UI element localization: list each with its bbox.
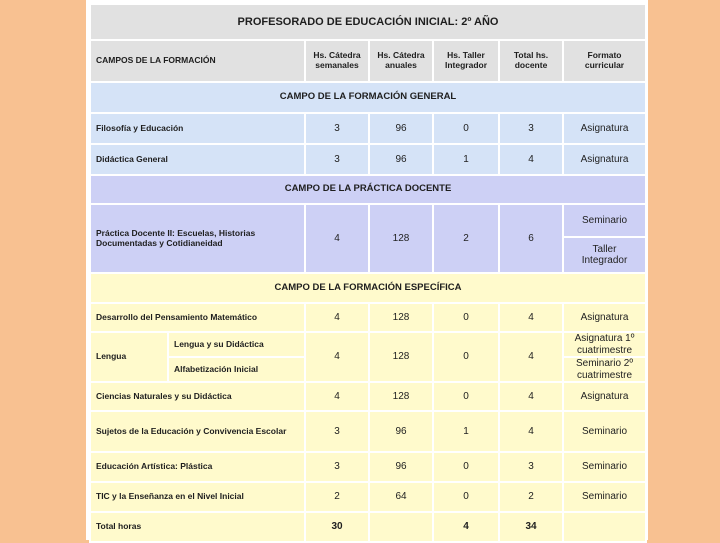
cell-formato: Seminario — [563, 411, 646, 452]
cell-total: 6 — [499, 204, 563, 273]
cell-taller: 0 — [433, 482, 499, 512]
row-name: TIC y la Enseñanza en el Nivel Inicial — [90, 482, 305, 512]
table-row — [90, 144, 646, 175]
cell-total: 2 — [499, 482, 563, 512]
cell-total: 4 — [499, 411, 563, 452]
cell-sem: 4 — [305, 382, 369, 411]
table-row — [90, 204, 646, 237]
totals-label: Total horas — [90, 512, 305, 542]
cell-anu: 128 — [369, 204, 433, 273]
curriculum-sheet — [86, 0, 648, 540]
section-practica: CAMPO DE LA PRÁCTICA DOCENTE — [90, 175, 646, 204]
cell-anu: 128 — [369, 332, 433, 382]
cell-taller: 0 — [433, 452, 499, 482]
header-row — [90, 40, 646, 82]
cell-formato-1: Asignatura 1º cuatrimestre — [563, 332, 646, 357]
table-row — [90, 382, 646, 411]
totals-row — [90, 512, 646, 542]
cell-sem: 4 — [305, 303, 369, 332]
cell-total: 4 — [499, 144, 563, 175]
cell-sem: 3 — [305, 452, 369, 482]
cell-sem: 4 — [305, 204, 369, 273]
total-total: 34 — [499, 512, 563, 542]
table-row — [90, 113, 646, 144]
table-row — [90, 411, 646, 452]
cell-anu: 96 — [369, 411, 433, 452]
row-name: Sujetos de la Educación y Convivencia Escolar — [90, 411, 305, 452]
header-taller: Hs. Taller Integrador — [433, 40, 499, 82]
cell-formato: Seminario — [563, 482, 646, 512]
cell-anu: 64 — [369, 482, 433, 512]
header-hs-anuales: Hs. Cátedra anuales — [369, 40, 433, 82]
cell-anu: 96 — [369, 452, 433, 482]
row-name: Filosofía y Educación — [90, 113, 305, 144]
cell-taller: 1 — [433, 144, 499, 175]
header-campos: CAMPOS DE LA FORMACIÓN — [90, 40, 305, 82]
cell-sem: 3 — [305, 144, 369, 175]
row-name: Práctica Docente II: Escuelas, Historias Documentadas y Cotidianeidad — [90, 204, 305, 273]
total-formato — [563, 512, 646, 542]
cell-formato-seminario: Seminario — [563, 204, 646, 237]
cell-taller: 0 — [433, 332, 499, 382]
row-name: Didáctica General — [90, 144, 305, 175]
cell-formato: Asignatura — [563, 382, 646, 411]
cell-anu: 96 — [369, 113, 433, 144]
cell-taller: 0 — [433, 382, 499, 411]
cell-sem: 2 — [305, 482, 369, 512]
row-name: Ciencias Naturales y su Didáctica — [90, 382, 305, 411]
total-taller: 4 — [433, 512, 499, 542]
cell-anu: 128 — [369, 303, 433, 332]
row-name: Educación Artística: Plástica — [90, 452, 305, 482]
section-general: CAMPO DE LA FORMACIÓN GENERAL — [90, 82, 646, 113]
header-total: Total hs. docente — [499, 40, 563, 82]
cell-formato: Seminario — [563, 452, 646, 482]
row-subname: Alfabetización Inicial — [168, 357, 305, 382]
table-row — [90, 332, 646, 357]
cell-formato: Asignatura — [563, 303, 646, 332]
page-title: PROFESORADO DE EDUCACIÓN INICIAL: 2º AÑO — [90, 4, 646, 40]
cell-formato: Asignatura — [563, 144, 646, 175]
cell-formato: Asignatura — [563, 113, 646, 144]
row-name: Desarrollo del Pensamiento Matemático — [90, 303, 305, 332]
cell-anu: 96 — [369, 144, 433, 175]
table-row — [90, 303, 646, 332]
table-row — [90, 452, 646, 482]
header-formato: Formato curricular — [563, 40, 646, 82]
section-especifica: CAMPO DE LA FORMACIÓN ESPECÍFICA — [90, 273, 646, 303]
total-anu — [369, 512, 433, 542]
table-row — [90, 482, 646, 512]
cell-taller: 2 — [433, 204, 499, 273]
cell-taller: 0 — [433, 113, 499, 144]
cell-total: 3 — [499, 113, 563, 144]
row-subname: Lengua y su Didáctica — [168, 332, 305, 357]
cell-total: 3 — [499, 452, 563, 482]
curriculum-table — [89, 3, 647, 543]
cell-taller: 1 — [433, 411, 499, 452]
total-sem: 30 — [305, 512, 369, 542]
cell-taller: 0 — [433, 303, 499, 332]
cell-total: 4 — [499, 303, 563, 332]
header-hs-semanales: Hs. Cátedra semanales — [305, 40, 369, 82]
cell-formato-2: Seminario 2º cuatrimestre — [563, 357, 646, 382]
cell-formato-taller: Taller Integrador — [563, 237, 646, 273]
cell-sem: 3 — [305, 113, 369, 144]
cell-sem: 4 — [305, 332, 369, 382]
cell-total: 4 — [499, 332, 563, 382]
cell-sem: 3 — [305, 411, 369, 452]
row-name: Lengua — [90, 332, 168, 382]
cell-total: 4 — [499, 382, 563, 411]
cell-anu: 128 — [369, 382, 433, 411]
